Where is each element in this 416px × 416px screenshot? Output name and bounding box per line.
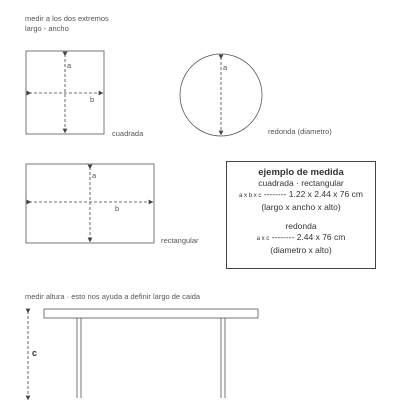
square-label-a: a — [67, 61, 72, 70]
side-view-table — [28, 309, 258, 398]
square-caption: cuadrada — [112, 129, 144, 138]
square-table-diagram — [26, 51, 104, 134]
example-round-letters: a x c — [256, 236, 270, 242]
example-box — [226, 161, 376, 269]
example-rect-formula: a x b x c -------- 1.22 x 2.44 x 76 cm — [239, 189, 363, 199]
round-caption: redonda (diametro) — [268, 127, 332, 136]
example-title: ejemplo de medida — [258, 167, 344, 178]
header-line-2: largo - ancho — [25, 24, 69, 33]
round-label-a: a — [223, 63, 228, 72]
example-rect-values: 1.22 x 2.44 x 76 cm — [288, 189, 363, 199]
square-label-b: b — [90, 95, 95, 104]
tabletop-outline — [44, 309, 258, 318]
rect-label-b: b — [115, 204, 120, 213]
example-rect-type: cuadrada · rectangular — [258, 178, 344, 188]
example-round-legend: (diametro x alto) — [270, 245, 332, 255]
height-label-c: c — [32, 348, 38, 358]
round-table-diagram — [180, 54, 262, 136]
example-round-formula: a x c -------- 2.44 x 76 cm — [256, 232, 346, 242]
example-round-type: redonda — [285, 221, 317, 231]
example-rect-legend: (largo x ancho x alto) — [261, 202, 341, 212]
example-round-values: 2.44 x 76 cm — [296, 232, 346, 242]
rect-table-diagram — [26, 164, 154, 243]
height-caption: medir altura · esto nos ayuda a definir largo de caida — [25, 292, 201, 301]
rect-label-a: a — [92, 171, 97, 180]
example-rect-letters: a x b x c — [239, 193, 262, 199]
header-line-1: medir a los dos extremos — [25, 14, 109, 23]
rect-caption: rectangular — [161, 236, 199, 245]
